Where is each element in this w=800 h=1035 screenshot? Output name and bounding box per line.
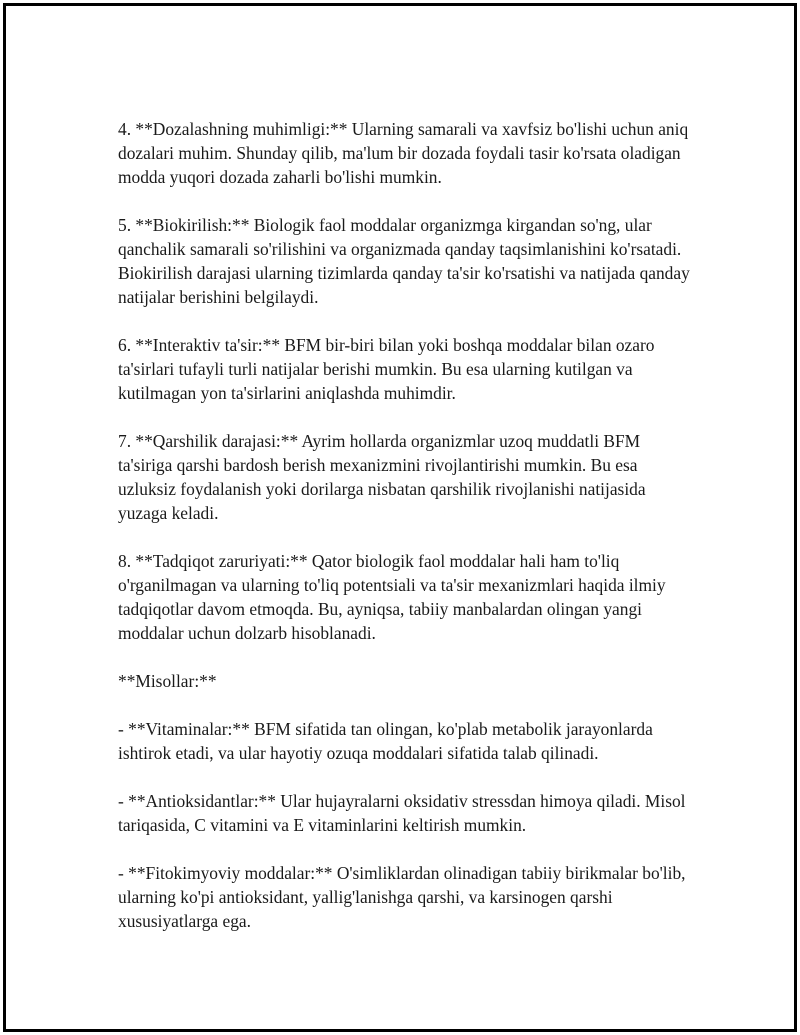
example-vitamins: - **Vitaminalar:** BFM sifatida tan olingan, ko'plab metabolik jarayonlarda ishtirok etadi, va ular hayotiy ozuqa moddalari sifatida talab qilinadi. — [118, 719, 653, 763]
paragraph-resistance-level: 7. **Qarshilik darajasi:** Ayrim hollarda organizmlar uzoq muddatli BFM ta'siriga qarshi bardosh berish mexanizmini rivojlantirishi mumkin. Bu esa uzluksiz foydalanish yoki dorilarga nisbatan qarshilik rivojlanishi natijasida yuzaga keladi. — [118, 431, 646, 523]
paragraph-interactive-effect: 6. **Interaktiv ta'sir:** BFM bir-biri bilan yoki boshqa moddalar bilan ozaro ta'sirlari tufayli turli natijalar berishi mumkin. Bu esa ularning kutilgan va kutilmagan yon ta'sirlarini aniqlashda muhimdir. — [118, 335, 655, 403]
examples-heading: **Misollar:** — [118, 671, 217, 691]
paragraph-research-necessity: 8. **Tadqiqot zaruriyati:** Qator biologik faol moddalar hali ham to'liq o'rganilmagan va ularning to'liq potentsiali va ta'sir mexanizmlari haqida ilmiy tadqiqotlar davom etmoqda. Bu, ayniqsa, tabiiy manbalardan olingan yangi moddalar uchun dolzarb hisoblanadi. — [118, 551, 666, 643]
example-antioxidants: - **Antioksidantlar:** Ular hujayralarni oksidativ stressdan himoya qiladi. Misol tariqasida, C vitamini va E vitaminlarini keltirish mumkin. — [118, 791, 686, 835]
paragraph-dosage-importance: 4. **Dozalashning muhimligi:** Ularning samarali va xavfsiz bo'lishi uchun aniq dozalari muhim. Shunday qilib, ma'lum bir dozada foydali tasir ko'rsata oladigan modda yuqori dozada zaharli bo'lishi mumkin. — [118, 119, 689, 187]
example-phytochemicals: - **Fitokimyoviy moddalar:** O'simliklardan olinadigan tabiiy birikmalar bo'lib, ularning ko'pi antioksidant, yallig'lanishga qarshi, va karsinogen qarshi xususiyatlarga ega. — [118, 863, 686, 931]
paragraph-bioavailability: 5. **Biokirilish:** Biologik faol moddalar organizmga kirgandan so'ng, ular qanchalik samarali so'rilishini va organizmada qanday taqsimlanishini ko'rsatadi. Biokirilish darajasi ularning tizimlarda qanday ta'sir ko'rsatishi va natijada qanday natijalar berishini belgilaydi. — [118, 215, 690, 307]
document-body — [118, 117, 698, 933]
